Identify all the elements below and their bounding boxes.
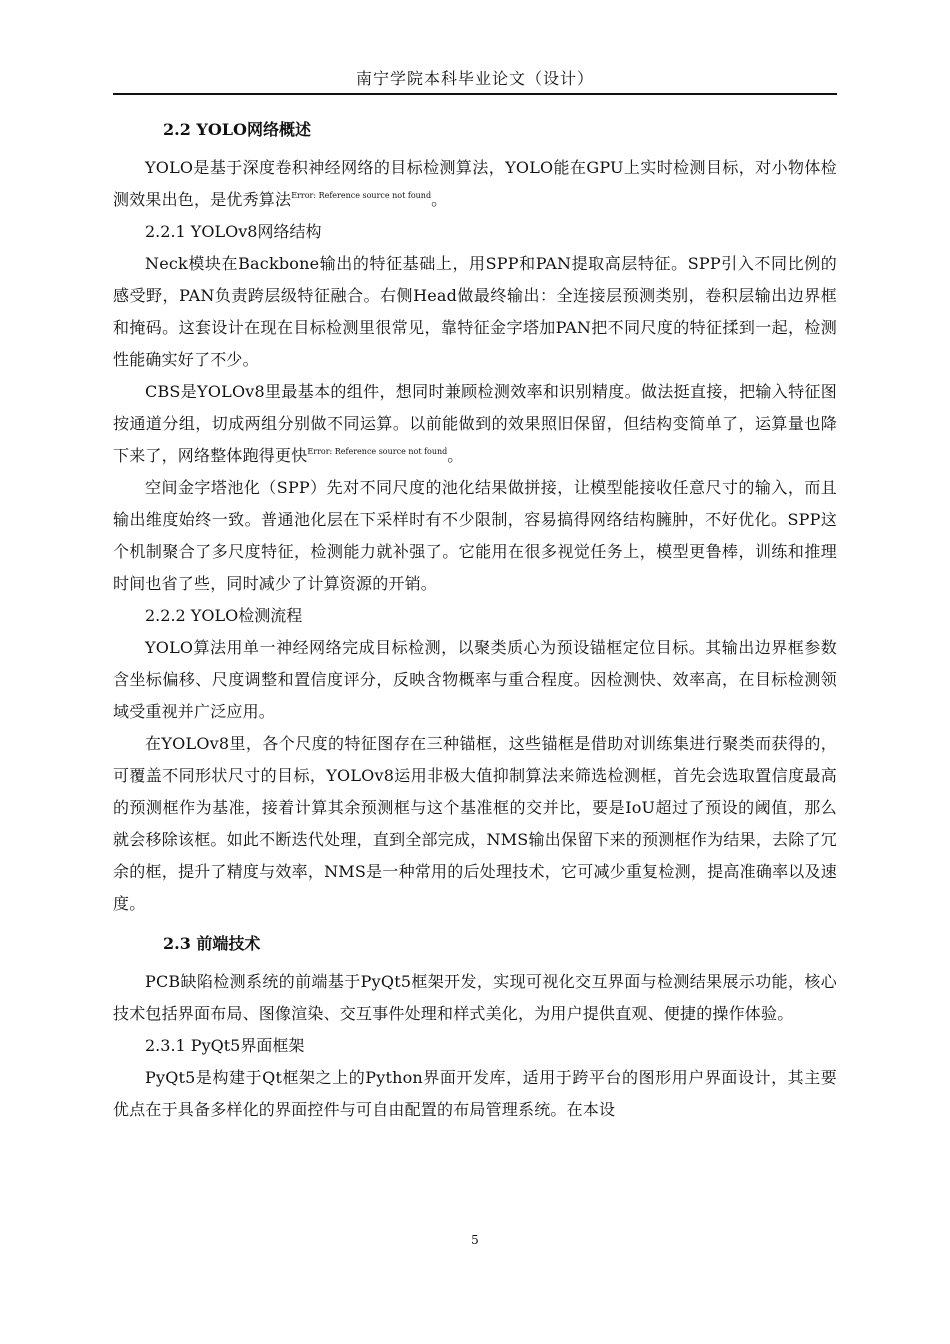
reference-error: Error: Reference source not found bbox=[291, 191, 432, 200]
paragraph-text: YOLO是基于深度卷积神经网络的目标检测算法，YOLO能在GPU上实时检测目标，对小物体检测效果出色，是优秀算法 bbox=[113, 158, 837, 209]
paragraph: Neck模块在Backbone输出的特征基础上，用SPP和PAN提取高层特征。SPP引入不同比例的感受野，PAN负责跨层级特征融合。右侧Head做最终输出：全连接层预测类别，卷积层输出边界框和掩码。这套设计在现在目标检测里很常见，靠特征金字塔加PAN把不同尺度的特征揉到一起，检测性能确实好了不少。 bbox=[113, 254, 837, 369]
header-rule bbox=[113, 93, 837, 95]
paragraph-end: 。 bbox=[447, 446, 464, 465]
paragraph-text: CBS是YOLOv8里最基本的组件，想同时兼顾检测效率和识别精度。做法挺直接，把输入特征图按通道分组，切成两组分别做不同运算。以前能做到的效果照旧保留，但结构变简单了，运算量也降下来了，网络整体跑得更快 bbox=[113, 382, 837, 465]
reference-error: Error: Reference source not found bbox=[307, 447, 448, 456]
page-number: 5 bbox=[471, 1233, 479, 1247]
section-heading-2-2-2: 2.2.2 YOLO检测流程 bbox=[145, 606, 303, 625]
paragraph: 空间金字塔池化（SPP）先对不同尺度的池化结果做拼接，让模型能接收任意尺寸的输入，而且输出维度始终一致。普通池化层在下采样时有不少限制，容易搞得网络结构臃肿，不好优化。SPP这个机制聚合了多尺度特征，检测能力就补强了。它能用在很多视觉任务上，模型更鲁棒，训练和推理时间也省了些，同时减少了计算资源的开销。 bbox=[113, 478, 837, 593]
paragraph bbox=[113, 152, 837, 216]
page-header: 南宁学院本科毕业论文（设计） bbox=[355, 69, 594, 88]
section-heading-2-3: 2.3 前端技术 bbox=[163, 934, 261, 953]
paragraph: PyQt5是构建于Qt框架之上的Python界面开发库，适用于跨平台的图形用户界面设计，其主要优点在于具备多样化的界面控件与可自由配置的布局管理系统。在本设 bbox=[113, 1068, 837, 1119]
paragraph: 在YOLOv8里，各个尺度的特征图存在三种锚框，这些锚框是借助对训练集进行聚类而获得的，可覆盖不同形状尺寸的目标，YOLOv8运用非极大值抑制算法来筛选检测框，首先会选取置信度最高的预测框作为基准，接着计算其余预测框与这个基准框的交并比，要是IoU超过了预设的阈值，那么就会移除该框。如此不断迭代处理，直到全部完成，NMS输出保留下来的预测框作为结果，去除了冗余的框，提升了精度与效率，NMS是一种常用的后处理技术，它可减少重复检测，提高准确率以及速度。 bbox=[113, 734, 837, 913]
paragraph: YOLO算法用单一神经网络完成目标检测，以聚类质心为预设锚框定位目标。其输出边界框参数含坐标偏移、尺度调整和置信度评分，反映含物概率与重合程度。因检测快、效率高，在目标检测领域受重视并广泛应用。 bbox=[113, 638, 837, 721]
section-heading-2-3-1: 2.3.1 PyQt5界面框架 bbox=[145, 1036, 305, 1055]
section-heading-2-2-1: 2.2.1 YOLOv8网络结构 bbox=[145, 222, 322, 241]
section-heading-2-2: 2.2 YOLO网络概述 bbox=[163, 120, 311, 139]
paragraph-end: 。 bbox=[431, 190, 448, 209]
paragraph bbox=[113, 376, 837, 472]
paragraph: PCB缺陷检测系统的前端基于PyQt5框架开发，实现可视化交互界面与检测结果展示功能，核心技术包括界面布局、图像渲染、交互事件处理和样式美化，为用户提供直观、便捷的操作体验。 bbox=[113, 972, 837, 1023]
page-body bbox=[113, 112, 837, 1126]
spacer bbox=[113, 920, 837, 926]
